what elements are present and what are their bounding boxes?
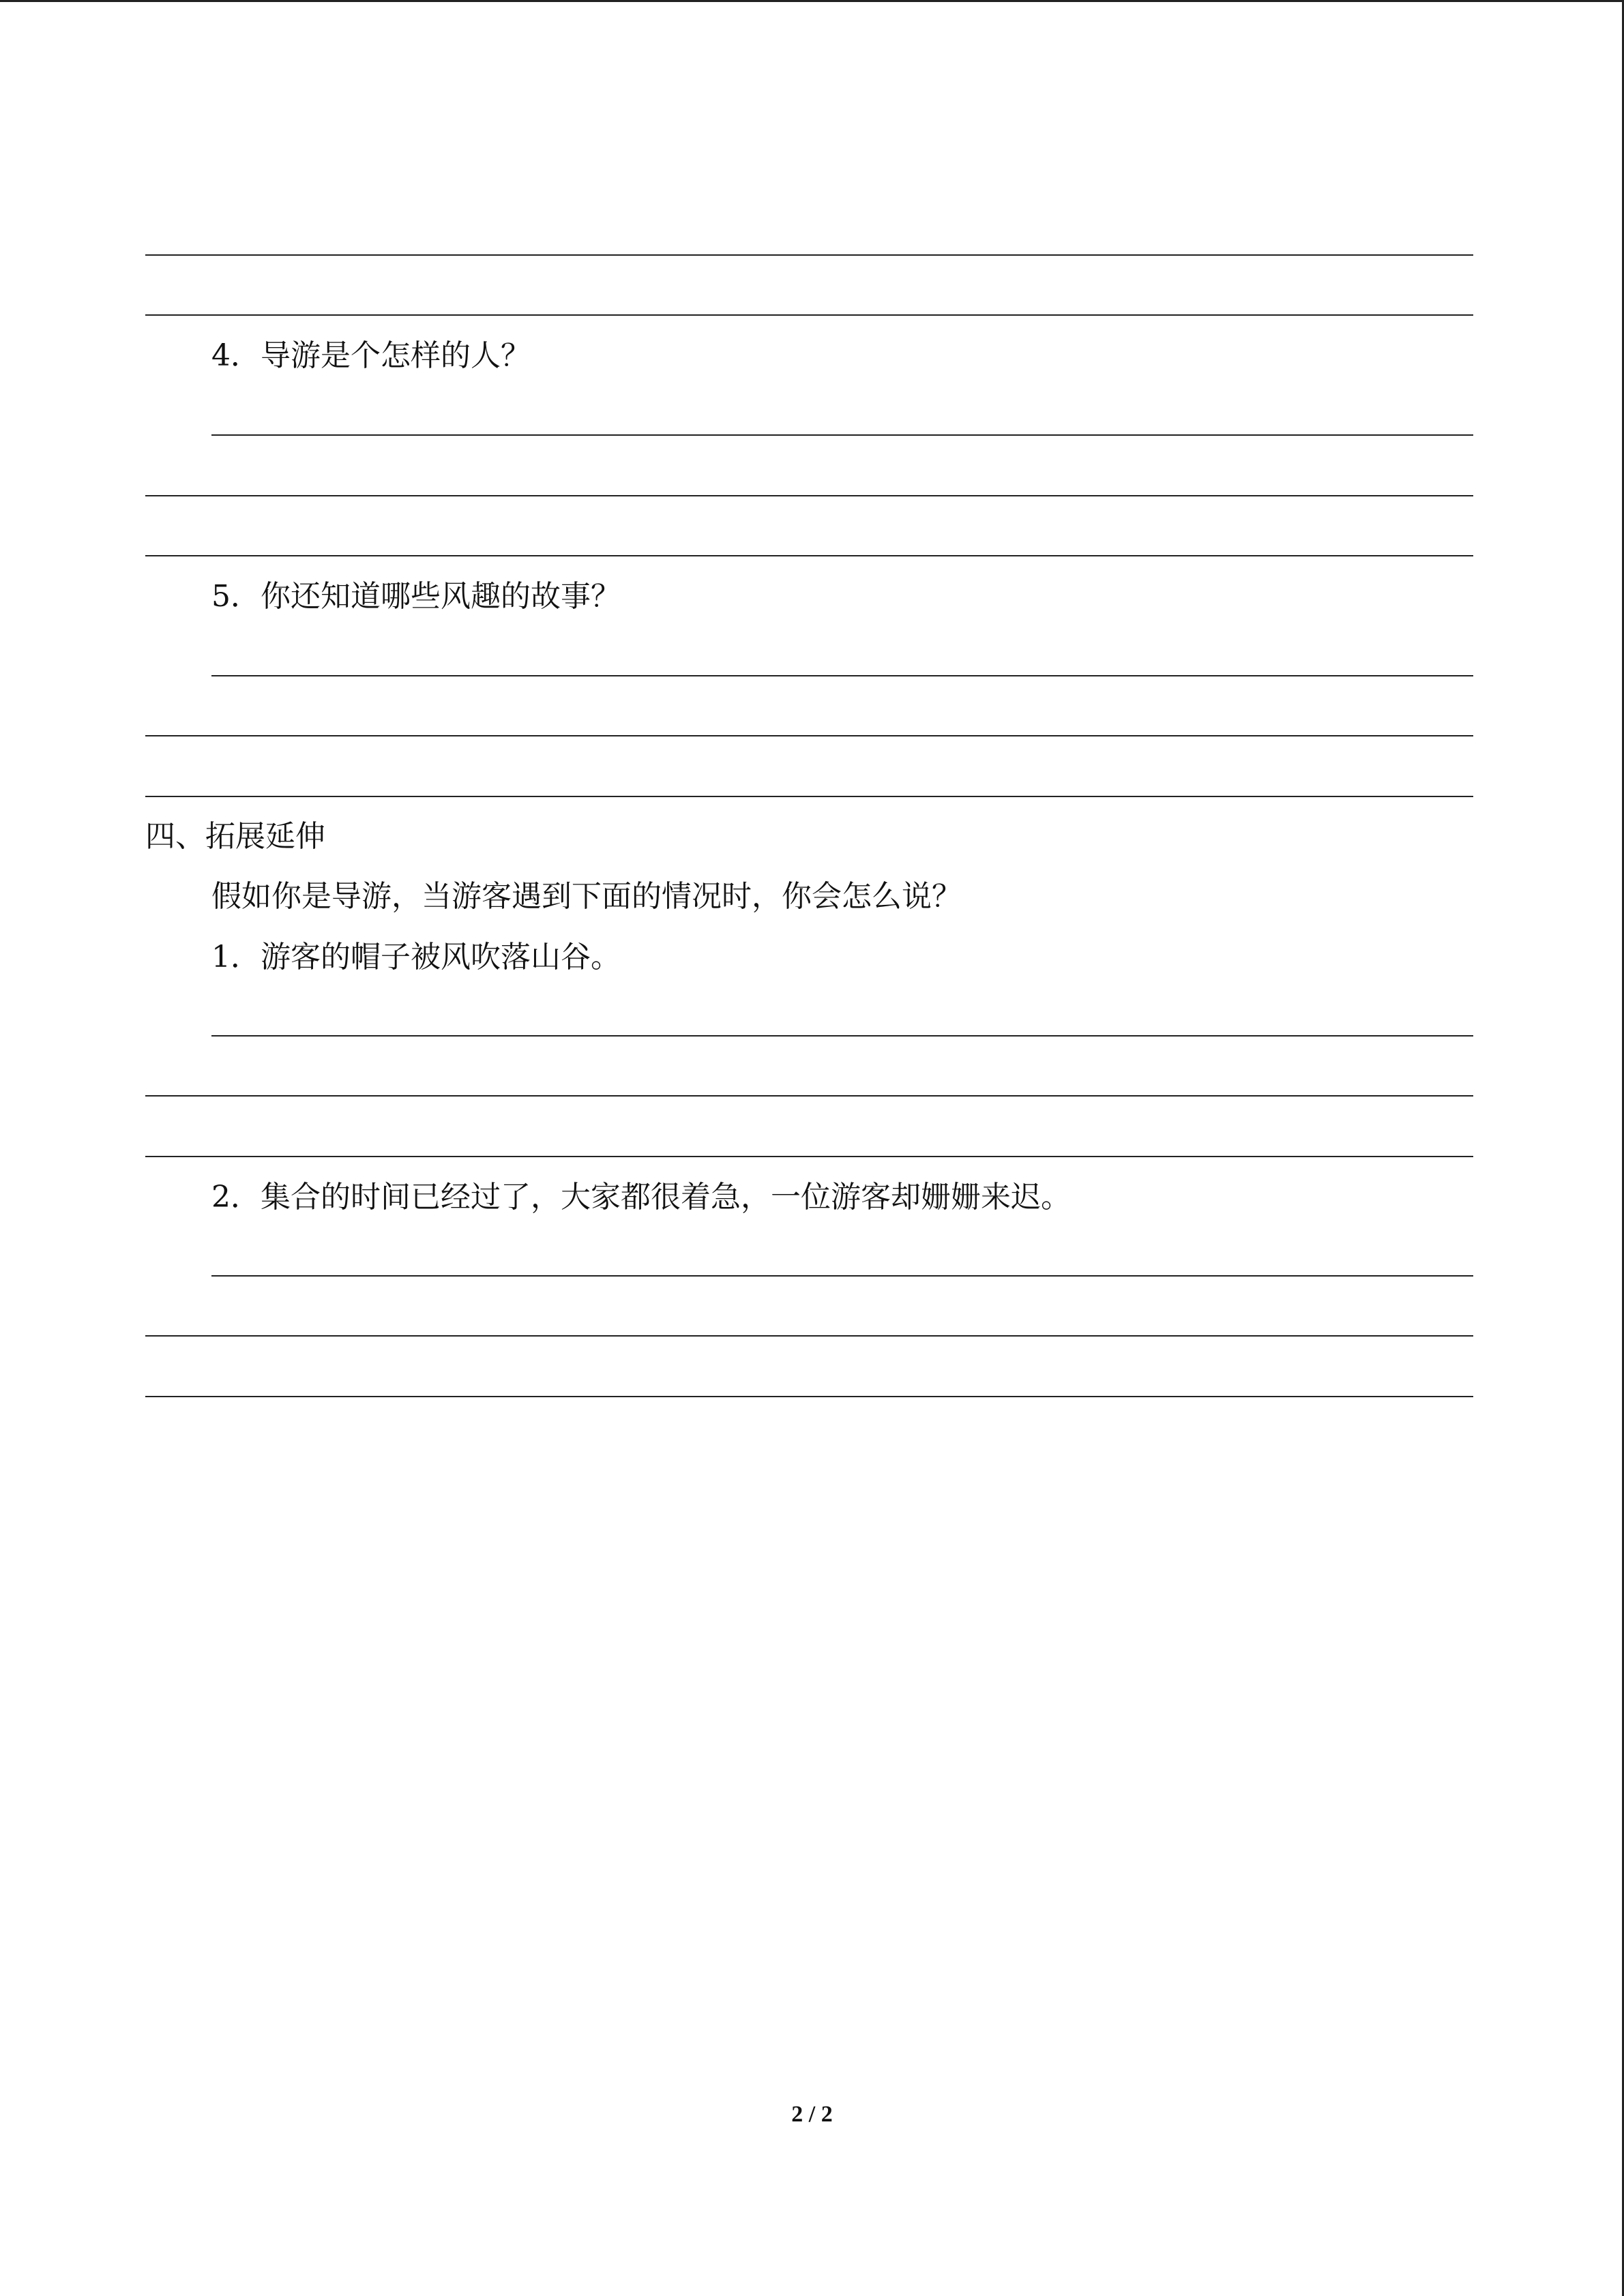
section-heading: 四、拓展延伸 bbox=[145, 819, 325, 854]
page-top-border bbox=[0, 0, 1624, 2]
answer-line[interactable] bbox=[145, 1396, 1473, 1397]
answer-line[interactable] bbox=[145, 1335, 1473, 1337]
answer-line[interactable] bbox=[211, 434, 1473, 436]
answer-line[interactable] bbox=[211, 1275, 1473, 1277]
section-prompt: 假如你是导游，当游客遇到下面的情况时，你会怎么说？ bbox=[211, 879, 962, 914]
answer-line[interactable] bbox=[145, 796, 1473, 797]
answer-line[interactable] bbox=[145, 314, 1473, 316]
question-4: 4．导游是个怎样的人？ bbox=[211, 338, 531, 373]
answer-line[interactable] bbox=[145, 254, 1473, 256]
question-5: 5．你还知道哪些风趣的故事？ bbox=[211, 579, 621, 614]
answer-line[interactable] bbox=[145, 735, 1473, 736]
item-1: 1．游客的帽子被风吹落山谷。 bbox=[211, 940, 621, 974]
page-number: 2 / 2 bbox=[791, 2102, 833, 2127]
answer-line[interactable] bbox=[145, 495, 1473, 496]
answer-line[interactable] bbox=[145, 1095, 1473, 1097]
answer-line[interactable] bbox=[211, 1035, 1473, 1037]
answer-line[interactable] bbox=[145, 1156, 1473, 1157]
item-2: 2．集合的时间已经过了，大家都很着急，一位游客却姗姗来迟。 bbox=[211, 1180, 1071, 1214]
answer-line[interactable] bbox=[211, 675, 1473, 676]
answer-line[interactable] bbox=[145, 555, 1473, 556]
